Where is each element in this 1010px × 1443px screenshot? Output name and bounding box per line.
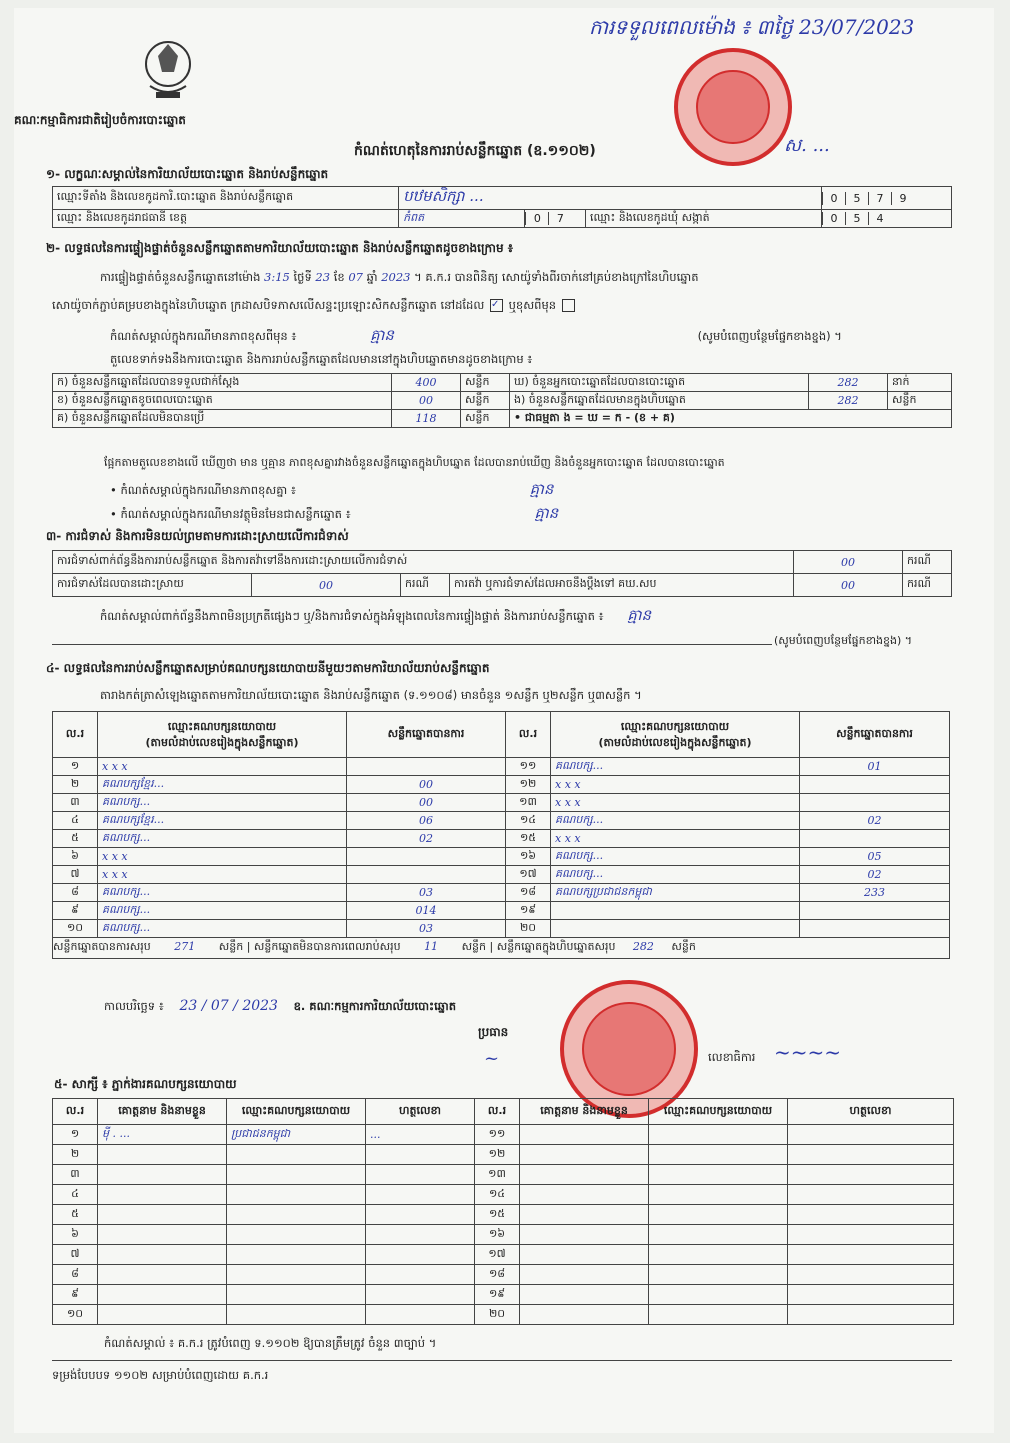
witness-row [53, 1125, 954, 1145]
president-label: ប្រធាន [478, 1025, 509, 1039]
location-table [52, 186, 952, 228]
witness-party [649, 1165, 788, 1185]
results-row [53, 812, 950, 830]
witness-name [98, 1205, 227, 1225]
witness-signature: ... [366, 1125, 475, 1145]
witness-party [227, 1265, 366, 1285]
party-name: x x x [551, 776, 800, 794]
discrepancy-note: • កំណត់សម្គាល់ក្នុងករណីមានភាពខុសគ្នា ៖ គ្មាន [110, 480, 554, 498]
foreign-object-note: • កំណត់សម្គាល់ក្នុងករណីមានវត្ថុមិនមែនជាសន្លឹកឆ្នោត ៖ គ្មាន [110, 504, 559, 522]
row-number: ១២ [506, 776, 551, 794]
witness-signature [366, 1285, 475, 1305]
row-number: ៨ [53, 884, 98, 902]
location-value: បឋមសិក្សា ... [399, 187, 822, 210]
received-ballots: 400 [392, 374, 461, 392]
witness-row [53, 1225, 954, 1245]
row-number: ២០ [506, 920, 551, 938]
witness-party [649, 1245, 788, 1265]
party-votes [347, 848, 506, 866]
changed-checkbox[interactable] [562, 299, 575, 312]
province-value: កំពត [399, 210, 525, 228]
party-votes: 03 [347, 884, 506, 902]
witness-name [520, 1165, 649, 1185]
row-number: ១៧ [475, 1245, 520, 1265]
party-name: គណបក្ស... [98, 884, 347, 902]
witness-party [649, 1285, 788, 1305]
formula: • ជាធម្មតា ង = ឃ = ក - (ខ + គ) [510, 410, 952, 428]
row-number: ៩ [53, 1285, 98, 1305]
row-number: ៣ [53, 794, 98, 812]
commune-label: ឈ្មោះ និងលេខកូដឃុំ សង្កាត់ [586, 210, 822, 228]
witness-signature [366, 1265, 475, 1285]
witness-signature [788, 1125, 954, 1145]
irregularity-note: កំណត់សម្គាល់ពាក់ព័ន្ធនឹងភាពមិនប្រក្រតីផ្សេងៗ ឬ/និងការជំទាស់ក្នុងអំឡុងពេលនៃការផ្ទៀងផ្ទាត់ និងការរាប់សន្លឹកឆ្នោត ៖ គ្មាន [100, 606, 652, 624]
party-name: គណបក្ស... [551, 812, 800, 830]
witness-signature [788, 1205, 954, 1225]
witness-signature [788, 1285, 954, 1305]
witness-party [227, 1145, 366, 1165]
form-sheet: ការទទួលពេលម៉ោង ៖ ៣ថ្ងៃ 23/07/2023 គណៈកម្មាធិការជាតិរៀបចំការបោះឆ្នោត កំណត់ហេតុនៃការរាប់សន្លឹកឆ្នោត (ឧ.១១០២) ស. ... ១- លក្ខណៈសម្គាល់នៃការិយាល័យបោះឆ្នោត និងរាប់សន្លឹកឆ្នោត ឈ្មោះទីតាំង និងលេខកូដការិ.បោះឆ្នោត និងរាប់សន្លឹកឆ្នោត បឋមសិក្សា ... 0 5 7 9 ឈ្មោះ និងលេខកូដរាជធានី ខេត្ត កំពត 0 7 ឈ្មោះ និងលេខកូដឃុំ សង្កាត់ 0 5 4 ២- លទ្ធផលនៃការផ្ទៀងផ្ទាត់ចំនួនសន្លឹកឆ្នោតតាមការិយាល័យបោះឆ្នោត និងរាប់សន្លឹកឆ្នោតដូចខាងក្រោម ៖ ការផ្ទៀងផ្ទាត់ចំនួនសន្លឹកឆ្នោតនៅម៉ោង 3:15 ថ្ងៃទី 23 ខែ 07 ឆ្នាំ 2023 ។ គ.ក.រ បានពិនិត្យ សោយ៉ូទាំងពីរចាក់នៅគ្រប់ខាងក្រៅនៃហិបឆ្នោត សោយ៉ូចាក់ភ្ជាប់គម្របខាងក្នុងនៃហិបឆ្នោត ក្រដាសបិទភាសលើសន្ទះប្រឡោះសិកសន្លឹកឆ្នោត នៅដដែល ✓ ឬខុសពីមុន កំណត់សម្គាល់ក្នុងករណីមានភាពខុសពីមុន ៖ គ្មាន (សូមបំពេញបន្ថែមផ្នែកខាងខ្នង) ។ តួលេខទាក់ទងនឹងការបោះឆ្នោត និងការរាប់សន្លឹកឆ្នោតដែលមាននៅក្នុងហិបឆ្នោតមានដូចខាងក្រោម ៖ ក) ចំនួនសន្លឹកឆ្នោតដែលបានទទួលជាក់ស្តែង 400 សន្លឹក ឃ) ចំនួនអ្នកបោះឆ្នោតដែលបានបោះឆ្នោត 282 នាក់ ខ) ចំនួនសន្លឹកឆ្នោតខូចពេលបោះឆ្នោត 00 សន្លឹក ង) ចំនួនសន្លឹកឆ្នោតដែលមានក្នុងហិបឆ្នោត 282 សន្លឹក គ) ចំនួនសន្លឹកឆ្នោតដែលមិនបានប្រើ 118 សន្លឹក • ជាធម្មតា ង = ឃ = ក - (ខ + គ) ផ្អែកតាមតួលេខខាងលើ ឃើញថា មាន ឬគ្មាន ភាពខុសគ្នារវាងចំនួនសន្លឹកឆ្នោតក្នុងហិបឆ្នោត ដែលបានរាប់ឃើញ និងចំនួនអ្នកបោះឆ្នោត ដែលបានបោះឆ្នោត • កំណត់សម្គាល់ក្នុងករណីមានភាពខុសគ្នា ៖ គ្មាន • កំណត់សម្គាល់ក្នុងករណីមានវត្ថុមិនមែនជាសន្លឹកឆ្នោត ៖ គ្មាន ៣- ការជំទាស់ និងការមិនយល់ព្រមតាមការដោះស្រាយលើការជំទាស់ ការជំទាស់ពាក់ព័ន្ធនឹងការរាប់សន្លឹកឆ្នោត និងការតវ៉ាទៅនឹងការដោះស្រាយលើការជំទាស់ 00 ករណី ការជំទាស់ដែលបានដោះស្រាយ 00 ករណី ការតវ៉ា ឬការជំទាស់ដែលអាចនឹងប្តឹងទៅ គឃ.សប 00 ករណី កំណត់សម្គាល់ពាក់ព័ន្ធនឹងភាពមិនប្រក្រតីផ្សេងៗ ឬ/និងការជំទាស់ក្នុងអំឡុងពេលនៃការផ្ទៀងផ្ទាត់ និងការរាប់សន្លឹកឆ្នោត ៖ គ្មាន (សូមបំពេញបន្ថែមផ្នែកខាងខ្នង) ។ ៤- លទ្ធផលនៃការរាប់សន្លឹកឆ្នោតសម្រាប់គណបក្សនយោបាយនីមួយៗតាមការិយាល័យរាប់សន្លឹកឆ្នោត តារាងកត់ត្រាសំឡេងឆ្នោតតាមការិយាល័យបោះឆ្នោត និងរាប់សន្លឹកឆ្នោត (ទ.១១០៨) មានចំនួន ១សន្លឹក ឬ២សន្លឹក ឬ៣សន្លឹក ។ ល.រ ឈ្មោះគណបក្សនយោបាយ (តាមលំដាប់លេខរៀងក្នុងសន្លឹកឆ្នោត) សន្លឹកឆ្នោតបានការ ល.រ ឈ្មោះគណបក្សនយោបាយ (តាមលំដាប់លេខរៀងក្នុងសន្លឹកឆ្នោត) សន្លឹកឆ្នោតបានការ ១ x x x ១១ គណបក្ស... 01 ២ គណបក្សខ្មែរ... 00 ១២ x x x ៣ គណបក្ស... 00 ១៣ x x x ៤ គណបក្សខ្មែរ... 06 ១៤ គណបក្ស... 02 ៥ គណបក្ស... 02 ១៥ x x x ៦ x x x ១៦ គណបក្ស... 05 ៧ x x x ១៧ គណបក្ស... 02 ៨ គណបក្ស... 03 ១៨ គណបក្សប្រជាជនកម្ពុជា 233 ៩ គណបក្ស... 014 ១៩ ១០ គណបក្ស... 03 ២០ សន្លឹកឆ្នោតបានការសរុប 271 សន្លឹក | សន្លឹកឆ្នោតមិនបានការពេលរាប់សរុប 11 សន្លឹក | សន្លឹកឆ្នោតក្នុងហិបឆ្នោតសរុប 282 សន្លឹក កាលបរិច្ឆេទ ៖ 23 / 07 / 2023 ឧ. គណៈកម្មការការិយាល័យបោះឆ្នោត ប្រធាន ~ លេខាធិការ ~~~~ ៥- សាក្សី ៖ ភ្នាក់ងារគណបក្សនយោបាយ ល.រ គោត្តនាម និងនាមខ្លួន ឈ្មោះគណបក្សនយោបាយ ហត្ថលេខា ល.រ គោត្តនាម និងនាមខ្លួន ឈ្មោះគណបក្សនយោបាយ ហត្ថលេខា ១ ម៉ី . ... ប្រជាជនកម្ពុជា ... ១១ ២ ១២ ៣ ១៣ ៤ ១៤ ៥ ១៥ ៦ ១៦ ៧ ១៧ ៨ ១៨ ៩ ១៩ ១០ ២០ កំណត់សម្គាល់ ៖ គ.ក.រ ត្រូវបំពេញ ទ.១១០២ ឱ្យបានត្រឹមត្រូវ ចំនួន ៣ច្បាប់ ។ ទម្រង់បែបបទ ១១០២ សម្រាប់បំពេញដោយ គ.ក.រ [14, 8, 994, 1433]
total-ballots: 282 [632, 940, 654, 953]
unused-ballots: 118 [392, 410, 461, 428]
seal-check-line: សោយ៉ូចាក់ភ្ជាប់គម្របខាងក្នុងនៃហិបឆ្នោត ក្រដាសបិទភាសលើសន្ទះប្រឡោះសិកសន្លឹកឆ្នោត នៅដដែល ✓ ឬខុសពីមុន [52, 298, 577, 315]
witness-signature [366, 1185, 475, 1205]
province-label: ឈ្មោះ និងលេខកូដរាជធានី ខេត្ត [53, 210, 399, 228]
witness-row [53, 1185, 954, 1205]
party-votes [800, 920, 950, 938]
total-invalid: 11 [424, 940, 439, 953]
party-name: គណបក្សខ្មែរ... [98, 776, 347, 794]
row-number: ៥ [53, 830, 98, 848]
row-number: ១៣ [506, 794, 551, 812]
witness-row [53, 1265, 954, 1285]
figures-intro: តួលេខទាក់ទងនឹងការបោះឆ្នោត និងការរាប់សន្លឹកឆ្នោតដែលមាននៅក្នុងហិបឆ្នោតមានដូចខាងក្រោម ៖ [110, 352, 533, 366]
party-name [551, 902, 800, 920]
discrepancy-line: ផ្អែកតាមតួលេខខាងលើ ឃើញថា មាន ឬគ្មាន ភាពខុសគ្នារវាងចំនួនសន្លឹកឆ្នោតក្នុងហិបឆ្នោត ដែលបានរាប់ឃើញ និងចំនួនអ្នកបោះឆ្នោត ដែលបានបោះឆ្នោត [104, 456, 725, 469]
party-name: គណបក្សខ្មែរ... [98, 812, 347, 830]
party-name: គណបក្ស... [98, 830, 347, 848]
witness-party [227, 1165, 366, 1185]
row-number: ៦ [53, 1225, 98, 1245]
signature-top: ស. ... [784, 135, 830, 156]
verification-line: ការផ្ទៀងផ្ទាត់ចំនួនសន្លឹកឆ្នោតនៅម៉ោង 3:15 ថ្ងៃទី 23 ខែ 07 ឆ្នាំ 2023 ។ គ.ក.រ បានពិនិត្យ សោយ៉ូទាំងពីរចាក់នៅគ្រប់ខាងក្រៅនៃហិបឆ្នោត [100, 270, 699, 284]
witness-name [98, 1225, 227, 1245]
witness-name [520, 1145, 649, 1165]
witness-row [53, 1245, 954, 1265]
witness-signature [366, 1305, 475, 1325]
complaints-count: 00 [794, 551, 903, 574]
party-name: គណបក្ស... [551, 866, 800, 884]
witness-name: ម៉ី . ... [98, 1125, 227, 1145]
witness-name [98, 1305, 227, 1325]
witness-name [520, 1245, 649, 1265]
spoiled-ballots: 00 [392, 392, 461, 410]
results-row [53, 866, 950, 884]
section4-heading: ៤- លទ្ធផលនៃការរាប់សន្លឹកឆ្នោតសម្រាប់គណបក្សនយោបាយនីមួយៗតាមការិយាល័យរាប់សន្លឹកឆ្នោត [46, 661, 490, 675]
row-number: ១៤ [475, 1185, 520, 1205]
results-row [53, 920, 950, 938]
party-name: គណបក្ស... [551, 758, 800, 776]
witness-name [520, 1265, 649, 1285]
witness-signature [788, 1245, 954, 1265]
party-votes [347, 758, 506, 776]
row-number: ១០ [53, 920, 98, 938]
witness-row [53, 1205, 954, 1225]
row-number: ៧ [53, 1245, 98, 1265]
party-name: គណបក្ស... [98, 794, 347, 812]
row-number: ៩ [53, 902, 98, 920]
party-votes: 03 [347, 920, 506, 938]
results-row [53, 830, 950, 848]
row-number: ១៥ [475, 1205, 520, 1225]
results-row [53, 884, 950, 902]
witness-name [98, 1165, 227, 1185]
party-votes: 06 [347, 812, 506, 830]
party-votes: 00 [347, 794, 506, 812]
witness-signature [366, 1225, 475, 1245]
party-name: x x x [98, 758, 347, 776]
row-number: ៦ [53, 848, 98, 866]
row-number: ១១ [506, 758, 551, 776]
witness-signature [788, 1305, 954, 1325]
row-number: ១៧ [506, 866, 551, 884]
province-code: 0 7 [525, 210, 586, 228]
party-name: គណបក្ស... [551, 848, 800, 866]
witness-signature [788, 1165, 954, 1185]
location-label: ឈ្មោះទីតាំង និងលេខកូដការិ.បោះឆ្នោត និងរាប់សន្លឹកឆ្នោត [53, 187, 399, 210]
party-votes: 00 [347, 776, 506, 794]
row-number: ៤ [53, 1185, 98, 1205]
commune-code: 0 5 4 [822, 210, 952, 228]
results-row [53, 902, 950, 920]
party-votes [800, 794, 950, 812]
witness-party [227, 1245, 366, 1265]
results-row [53, 758, 950, 776]
ballot-figures-table: ក) ចំនួនសន្លឹកឆ្នោតដែលបានទទួលជាក់ស្តែង 400 សន្លឹក ឃ) ចំនួនអ្នកបោះឆ្នោតដែលបានបោះឆ្នោត 282 នាក់ ខ) ចំនួនសន្លឹកឆ្នោតខូចពេលបោះឆ្នោត 00 សន្លឹក ង) ចំនួនសន្លឹកឆ្នោតដែលមានក្នុងហិបឆ្នោត 282 សន្លឹក គ) ចំនួនសន្លឹកឆ្នោតដែលមិនបានប្រើ 118 សន្លឹក • ជាធម្មតា ង = ឃ = ក - (ខ + គ) [52, 373, 952, 428]
results-table: ល.រ ឈ្មោះគណបក្សនយោបាយ (តាមលំដាប់លេខរៀងក្នុងសន្លឹកឆ្នោត) សន្លឹកឆ្នោតបានការ ល.រ ឈ្មោះគណបក្សនយោបាយ (តាមលំដាប់លេខរៀងក្នុងសន្លឹកឆ្នោត) សន្លឹកឆ្នោតបានការ ១ x x x ១១ គណបក្ស... 01 ២ គណបក្សខ្មែរ... 00 ១២ x x x ៣ គណបក្ស... 00 ១៣ x x x ៤ គណបក្សខ្មែរ... 06 ១៤ គណបក្ស... 02 ៥ គណបក្ស... 02 ១៥ x x x ៦ x x x ១៦ គណបក្ស... 05 ៧ x x x ១៧ គណបក្ស... 02 ៨ គណបក្ស... 03 ១៨ គណបក្សប្រជាជនកម្ពុជា 233 ៩ គណបក្ស... 014 ១៩ ១០ គណបក្ស... 03 ២០ សន្លឹកឆ្នោតបានការសរុប 271 សន្លឹក | សន្លឹកឆ្នោតមិនបានការពេលរាប់សរុប 11 សន្លឹក | សន្លឹកឆ្នោតក្នុងហិបឆ្នោតសរុប 282 សន្លឹក [52, 711, 950, 959]
form-note: ទម្រង់បែបបទ ១១០២ សម្រាប់បំពេញដោយ គ.ក.រ [52, 1368, 269, 1382]
witness-name [98, 1145, 227, 1165]
row-number: ១០ [53, 1305, 98, 1325]
party-votes: 02 [800, 866, 950, 884]
row-number: ១៩ [475, 1285, 520, 1305]
row-number: ១៤ [506, 812, 551, 830]
row-number: ១ [53, 758, 98, 776]
row-number: ២០ [475, 1305, 520, 1325]
party-votes [800, 776, 950, 794]
party-votes: 02 [347, 830, 506, 848]
witness-party [649, 1125, 788, 1145]
secretary-label: លេខាធិការ [708, 1050, 756, 1064]
party-name: x x x [98, 848, 347, 866]
witness-name [98, 1265, 227, 1285]
party-name: x x x [551, 794, 800, 812]
witness-row [53, 1165, 954, 1185]
witness-party [227, 1185, 366, 1205]
witness-table: ល.រ គោត្តនាម និងនាមខ្លួន ឈ្មោះគណបក្សនយោបាយ ហត្ថលេខា ល.រ គោត្តនាម និងនាមខ្លួន ឈ្មោះគណបក្សនយោបាយ ហត្ថលេខា ១ ម៉ី . ... ប្រជាជនកម្ពុជា ... ១១ ២ ១២ ៣ ១៣ ៤ ១៤ ៥ ១៥ ៦ ១៦ ៧ ១៧ ៨ ១៨ ៩ ១៩ ១០ ២០ [52, 1098, 954, 1325]
row-number: ១៨ [506, 884, 551, 902]
witness-party [227, 1225, 366, 1245]
committee-name: គណៈកម្មាធិការជាតិរៀបចំការបោះឆ្នោត [14, 113, 186, 127]
party-votes: 05 [800, 848, 950, 866]
row-number: ១៣ [475, 1165, 520, 1185]
party-name: គណបក្ស... [98, 920, 347, 938]
party-votes [800, 830, 950, 848]
party-name: គណបក្ស... [98, 902, 347, 920]
results-row [53, 776, 950, 794]
row-number: ១៥ [506, 830, 551, 848]
section3-heading: ៣- ការជំទាស់ និងការមិនយល់ព្រមតាមការដោះស្រាយលើការជំទាស់ [46, 529, 349, 543]
row-number: ១៩ [506, 902, 551, 920]
party-name: x x x [98, 866, 347, 884]
results-row [53, 794, 950, 812]
row-number: ៥ [53, 1205, 98, 1225]
party-votes: 02 [800, 812, 950, 830]
secretary-signature: ~~~~ [774, 1040, 842, 1064]
witness-name [98, 1245, 227, 1265]
row-number: ២ [53, 776, 98, 794]
witness-row [53, 1145, 954, 1165]
official-stamp-top [674, 48, 792, 166]
resolved-count: 00 [252, 574, 401, 597]
handwritten-received-note: ការទទួលពេលម៉ោង ៖ ៣ថ្ងៃ 23/07/2023 [589, 15, 915, 39]
party-votes: 233 [800, 884, 950, 902]
row-number: ១៨ [475, 1265, 520, 1285]
witness-name [520, 1285, 649, 1305]
witness-signature [788, 1145, 954, 1165]
witness-signature [788, 1265, 954, 1285]
section1-heading: ១- លក្ខណៈសម្គាល់នៃការិយាល័យបោះឆ្នោត និងរាប់សន្លឹកឆ្នោត [46, 167, 329, 181]
tally-sheet-line: តារាងកត់ត្រាសំឡេងឆ្នោតតាមការិយាល័យបោះឆ្នោត និងរាប់សន្លឹកឆ្នោត (ទ.១១០៨) មានចំនួន ១សន្លឹក ឬ២សន្លឹក ឬ៣សន្លឹក ។ [100, 688, 642, 702]
witness-signature [366, 1205, 475, 1225]
difference-note-line: កំណត់សម្គាល់ក្នុងករណីមានភាពខុសពីមុន ៖ គ្មាន (សូមបំពេញបន្ថែមផ្នែកខាងខ្នង) ។ [110, 326, 842, 344]
witness-name [520, 1125, 649, 1145]
results-row [53, 848, 950, 866]
date-line: កាលបរិច្ឆេទ ៖ 23 / 07 / 2023 ឧ. គណៈកម្មការការិយាល័យបោះឆ្នោត [104, 998, 456, 1014]
witness-party [227, 1205, 366, 1225]
appeal-count: 00 [794, 574, 903, 597]
row-number: ៣ [53, 1165, 98, 1185]
witness-party [649, 1225, 788, 1245]
witness-name [520, 1225, 649, 1245]
row-number: ៨ [53, 1265, 98, 1285]
witness-party: ប្រជាជនកម្ពុជា [227, 1125, 366, 1145]
location-code: 0 5 7 9 [822, 187, 952, 210]
complaints-table: ការជំទាស់ពាក់ព័ន្ធនឹងការរាប់សន្លឹកឆ្នោត និងការតវ៉ាទៅនឹងការដោះស្រាយលើការជំទាស់ 00 ករណី ការជំទាស់ដែលបានដោះស្រាយ 00 ករណី ការតវ៉ា ឬការជំទាស់ដែលអាចនឹងប្តឹងទៅ គឃ.សប 00 ករណី [52, 550, 952, 597]
total-valid: 271 [174, 940, 196, 953]
party-name [551, 920, 800, 938]
row-number: ៧ [53, 866, 98, 884]
party-name: x x x [551, 830, 800, 848]
witness-signature [788, 1225, 954, 1245]
witness-party [227, 1285, 366, 1305]
witness-row [53, 1285, 954, 1305]
party-votes: 014 [347, 902, 506, 920]
row-number: ២ [53, 1145, 98, 1165]
footnote: កំណត់សម្គាល់ ៖ គ.ក.រ ត្រូវបំពេញ ទ.១១០២ ឱ្យបានត្រឹមត្រូវ ចំនួន ៣ច្បាប់ ។ [104, 1336, 437, 1350]
row-number: ៤ [53, 812, 98, 830]
witness-party [227, 1305, 366, 1325]
party-votes [800, 902, 950, 920]
witness-signature [788, 1185, 954, 1205]
party-name: គណបក្សប្រជាជនកម្ពុជា [551, 884, 800, 902]
witness-party [649, 1205, 788, 1225]
party-votes [347, 866, 506, 884]
row-number: ១៦ [506, 848, 551, 866]
witness-party [649, 1305, 788, 1325]
witness-party [649, 1265, 788, 1285]
witness-signature [366, 1245, 475, 1265]
witness-name [520, 1305, 649, 1325]
emblem-icon [136, 36, 200, 102]
row-number: ១២ [475, 1145, 520, 1165]
witness-name [98, 1285, 227, 1305]
row-number: ១១ [475, 1125, 520, 1145]
row-number: ១៦ [475, 1225, 520, 1245]
witness-party [649, 1145, 788, 1165]
witness-name [520, 1205, 649, 1225]
witness-row [53, 1305, 954, 1325]
party-votes: 01 [800, 758, 950, 776]
president-signature: ~ [484, 1048, 500, 1069]
voters-count: 282 [809, 374, 888, 392]
witness-signature [366, 1145, 475, 1165]
row-number: ១ [53, 1125, 98, 1145]
ballots-in-box: 282 [809, 392, 888, 410]
section5-heading: ៥- សាក្សី ៖ ភ្នាក់ងារគណបក្សនយោបាយ [54, 1077, 237, 1091]
witness-signature [366, 1165, 475, 1185]
witness-name [98, 1185, 227, 1205]
witness-name [520, 1185, 649, 1205]
form-title: កំណត់ហេតុនៃការរាប់សន្លឹកឆ្នោត (ឧ.១១០២) [354, 143, 596, 159]
unchanged-checkbox[interactable]: ✓ [490, 299, 503, 312]
witness-party [649, 1185, 788, 1205]
section2-heading: ២- លទ្ធផលនៃការផ្ទៀងផ្ទាត់ចំនួនសន្លឹកឆ្នោតតាមការិយាល័យបោះឆ្នោត និងរាប់សន្លឹកឆ្នោតដូចខាងក្រោម ៖ [46, 241, 514, 255]
